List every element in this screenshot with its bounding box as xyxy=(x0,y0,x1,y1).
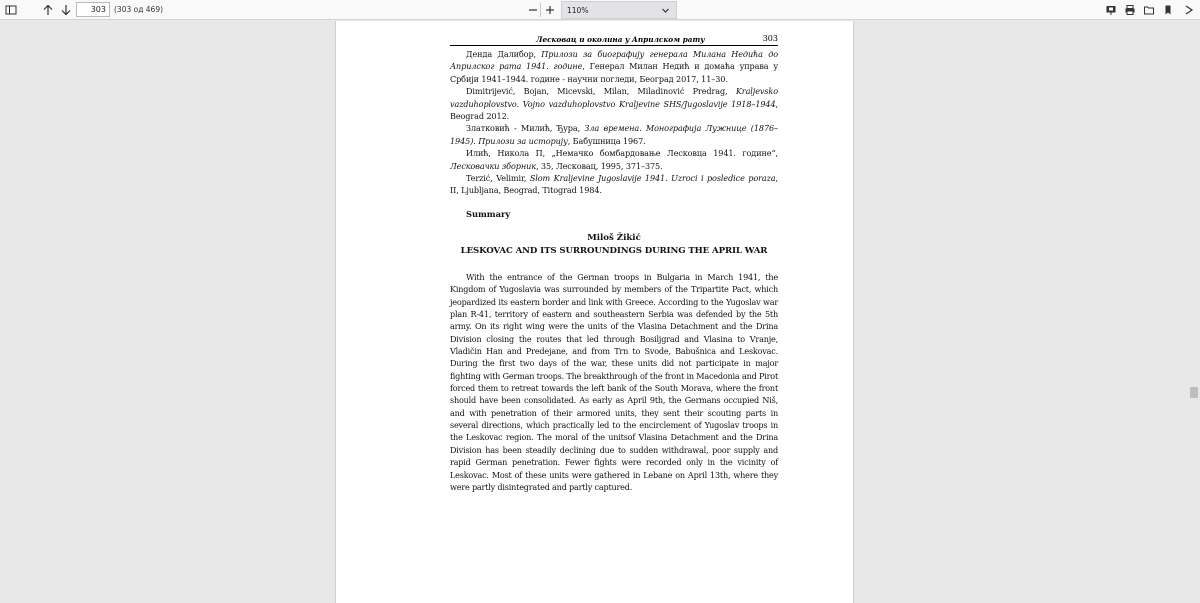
reference-entry: Dimitrijević, Bojan, Micevski, Milan, Miladinović Predrag, Kraljevsko vazduhoplovstvo. Vojno vazduhoplovstvo Kraljevine SHS/Jugoslavije 1918–1944, Beograd 2012. xyxy=(450,86,778,122)
pdf-page xyxy=(335,21,854,603)
page-count-label: (303 од 469) xyxy=(114,5,164,14)
summary-heading: Summary xyxy=(466,209,511,219)
running-header xyxy=(450,34,778,46)
zoom-value: 110% xyxy=(567,5,589,15)
zoom-select[interactable] xyxy=(561,1,677,19)
document-viewer[interactable] xyxy=(0,21,1200,603)
more-tools-icon[interactable] xyxy=(1180,1,1198,19)
reference-entry: Terzić, Velimir, Slom Kraljevine Jugoslavije 1941. Uzroci i posledice poraza, II, Ljubljana, Beograd, Titograd 1984. xyxy=(450,173,779,196)
summary-body: With the entrance of the German troops in Bulgaria in March 1941, the Kingdom of Yugoslavia was surrounded by members of the Tripartite Pact, which jeopardized its eastern border and link with Greece. According to the Yugoslav war plan R-41, territory of eastern and southeastern Serbia was defended by the 5th army. On its right wing were the units of the Vlasina Detachment and the Drina Division closing the routes that led through Bosiljgrad and Vlasina to Vranje, Vladičin Han and Predejane, and from Trn to Svode, Babušnica and Leskovac. During the first two days of the war, these units did not participate in major fighting with German troops. The breakthrough of the front in Macedonia and Pirot forced them to retreat towards the left bank of the South Morava, where the front should have been consolidated. As early as April 9th, the Germans occupied Niš, and with penetration of their armored units, they sent their scouting parts in several directions, which practically led to the encirclement of Yugoslav troops in the Leskovac region. The moral of the unitsof Vlasina Detachment and the Drina Division has been steadily declining due to sudden withdrawal, poor supply and rapid German penetration. Fewer fights were recorded only in the vicinity of Leskovac. Most of these units were gathered in Lebane on April 13th, where they were partly disintegrated and partly captured. xyxy=(450,272,778,492)
previous-page-icon[interactable] xyxy=(39,1,57,19)
presentation-mode-icon[interactable] xyxy=(1102,1,1120,19)
print-icon[interactable] xyxy=(1121,1,1139,19)
author-name: Miloš Žikić xyxy=(587,233,641,243)
page-number-input[interactable] xyxy=(76,2,110,17)
reference-list xyxy=(450,48,778,197)
sidebar-toggle-icon[interactable] xyxy=(2,1,20,19)
open-file-icon[interactable] xyxy=(1140,1,1158,19)
next-page-icon[interactable] xyxy=(57,1,75,19)
chevron-down-icon xyxy=(661,6,670,15)
running-head-title: Лесковац и околина у Априлском рату xyxy=(536,35,705,44)
scrollbar-thumb[interactable] xyxy=(1190,387,1198,398)
reference-entry: Денда Далибор, Прилози за биографију генерала Милана Недића до Априлског рата 1941. године, Генерал Милан Недић и домаћа управа у Србији 1941–1944. године - научни погледи, Београд 2017, 11–30. xyxy=(450,49,778,84)
pdf-toolbar xyxy=(0,0,1200,20)
reference-entry: Златковић - Милић, Ђура, Зла времена. Монографија Лужнице (1876–1945). Прилози за историју, Бабушница 1967. xyxy=(450,123,778,146)
bookmark-icon[interactable] xyxy=(1159,1,1177,19)
article-title: LESKOVAC AND ITS SURROUNDINGS DURING THE APRIL WAR xyxy=(460,246,768,256)
reference-entry: Илић, Никола П, „Немачко бомбардовање Лесковца 1941. године“, Лесковачки зборник, 35, Лесковац, 1995, 371–375. xyxy=(450,148,778,171)
zoom-in-icon[interactable] xyxy=(541,1,559,19)
page-number: 303 xyxy=(762,34,778,43)
